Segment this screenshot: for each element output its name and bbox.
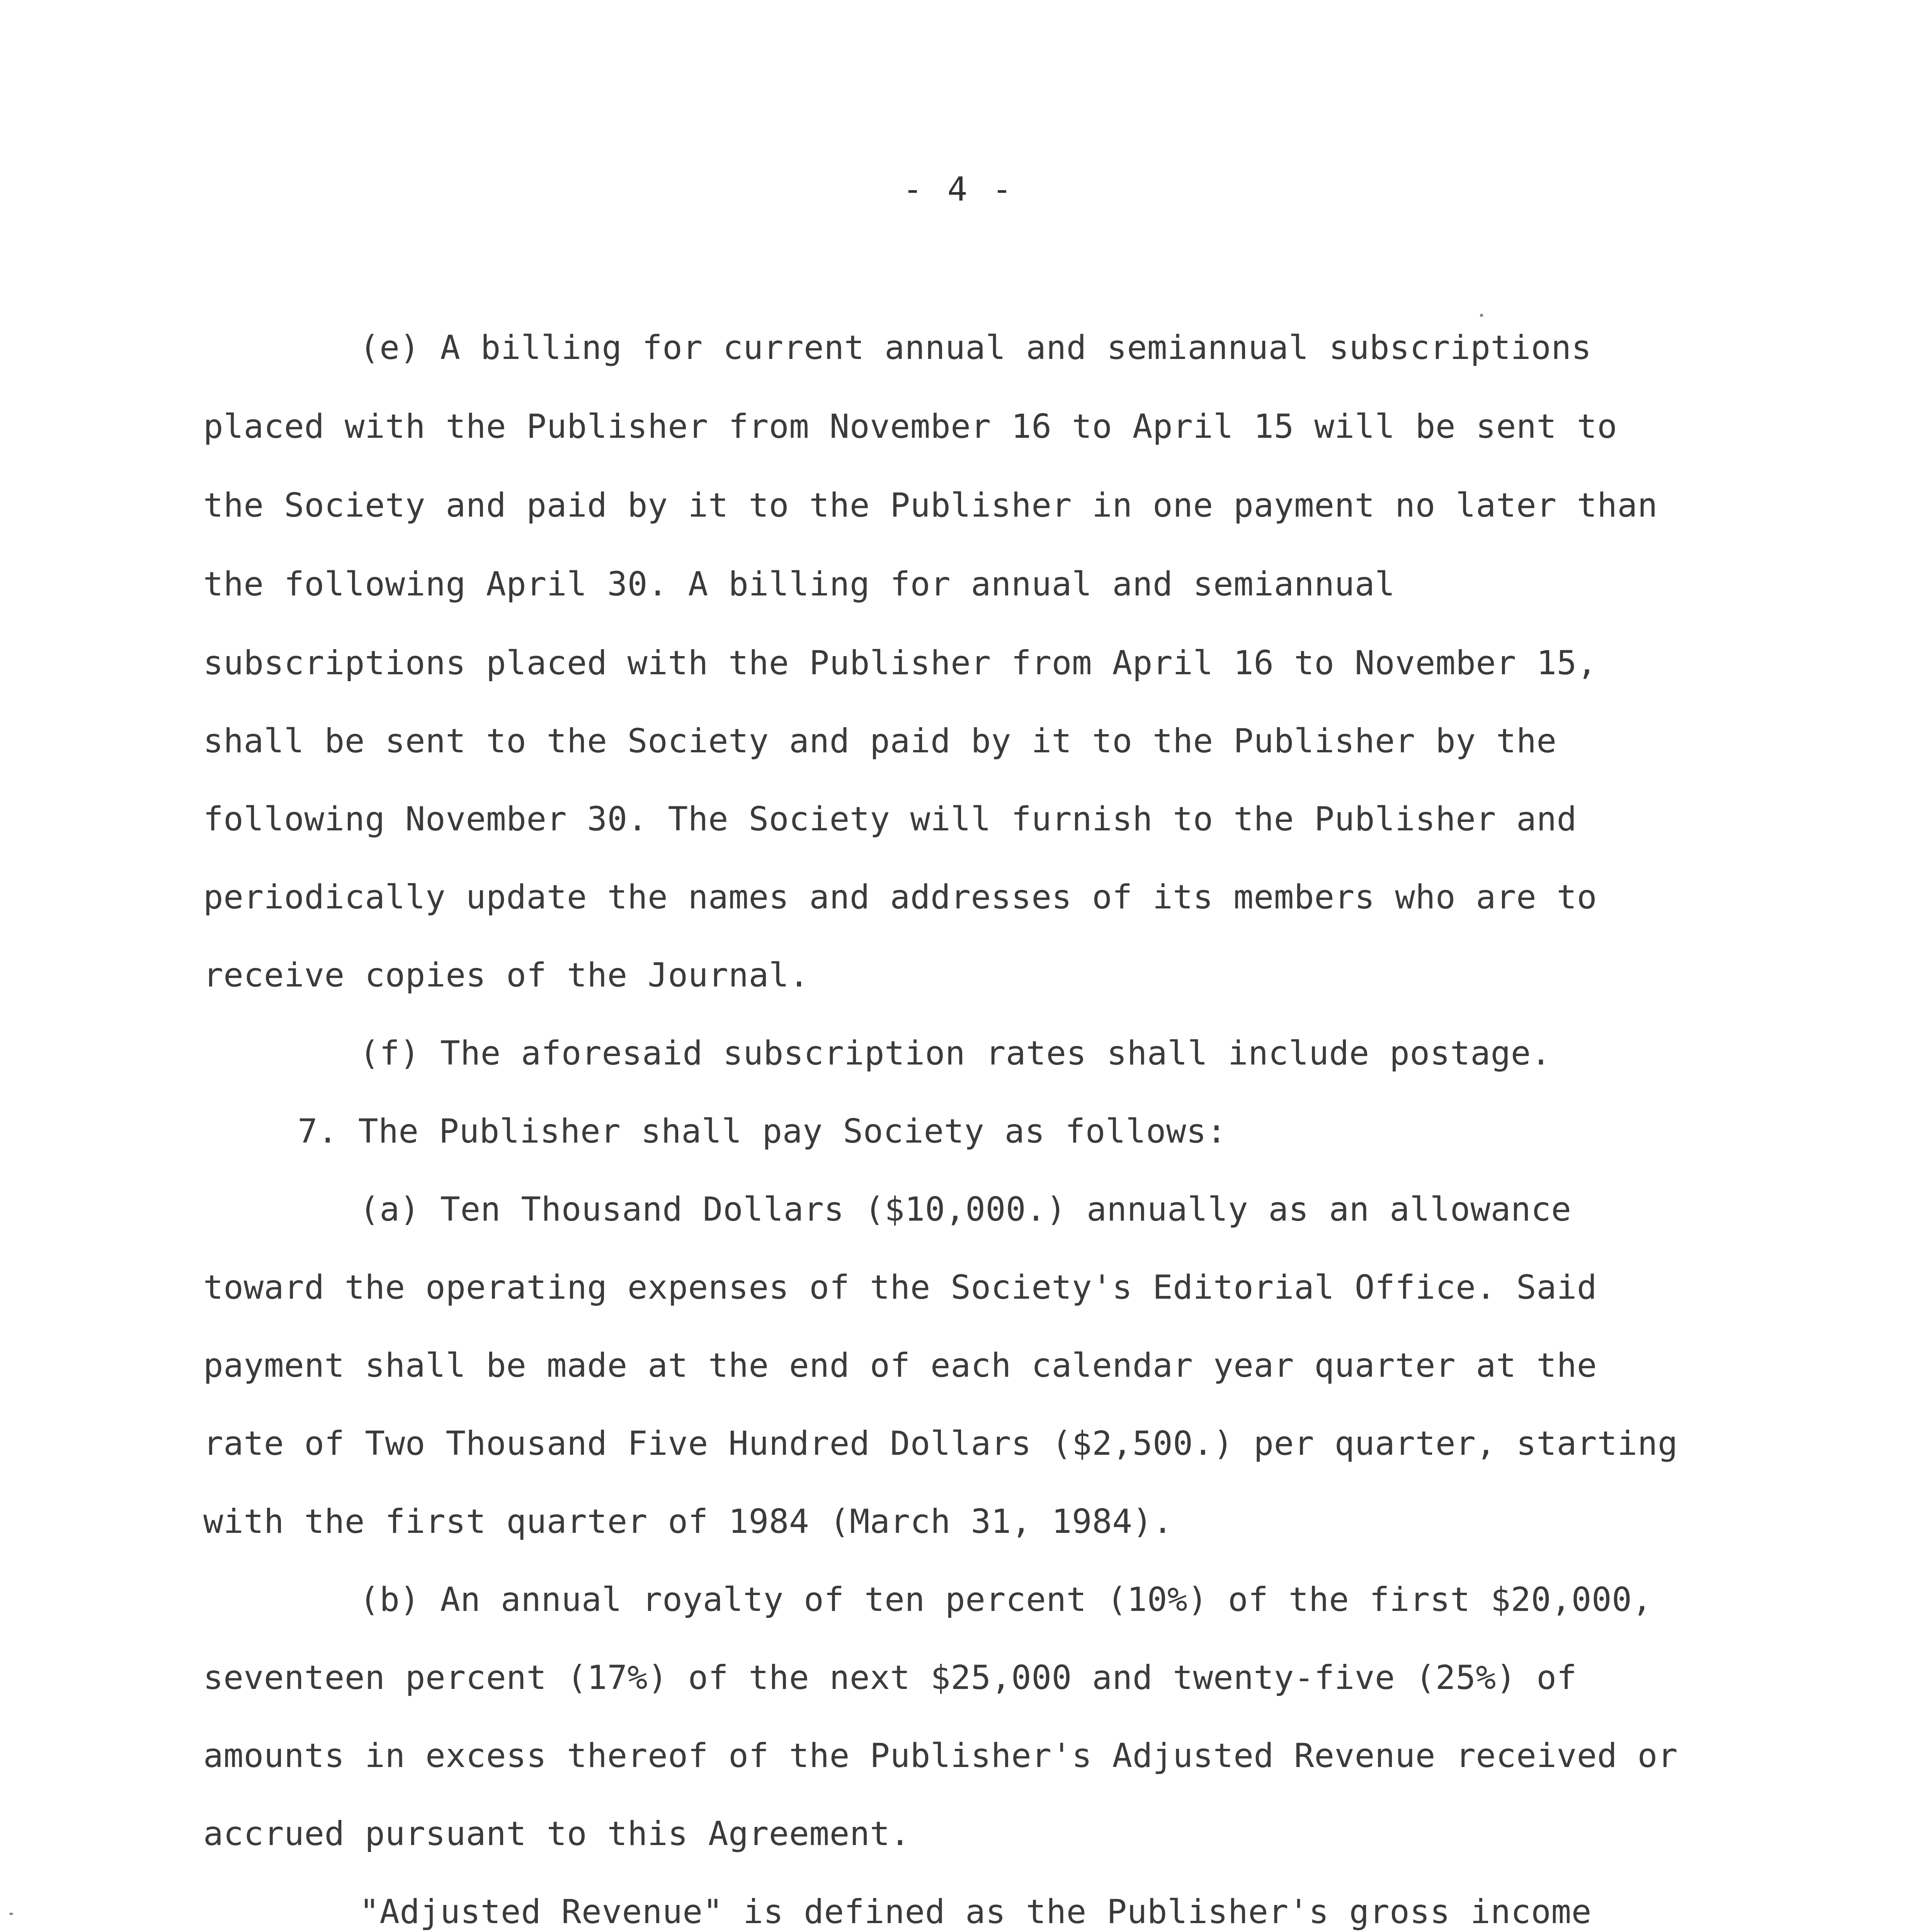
text-line: 7. The Publisher shall pay Society as follows: xyxy=(298,1112,1227,1151)
text-line: following November 30. The Society will furnish to the Publisher and xyxy=(203,800,1577,838)
text-line: subscriptions placed with the Publisher from April 16 to November 15, xyxy=(203,644,1597,682)
text-line: toward the operating expenses of the Society's Editorial Office. Said xyxy=(203,1268,1597,1307)
text-line: (f) The aforesaid subscription rates shall include postage. xyxy=(359,1034,1551,1073)
text-line: payment shall be made at the end of each calendar year quarter at the xyxy=(203,1346,1597,1385)
text-line: seventeen percent (17%) of the next $25,000 and twenty-five (25%) of xyxy=(203,1658,1577,1697)
text-line: rate of Two Thousand Five Hundred Dollars ($2,500.) per quarter, starting xyxy=(203,1424,1678,1463)
text-line: (e) A billing for current annual and semiannual subscriptions xyxy=(359,328,1592,367)
text-line: the following April 30. A billing for annual and semiannual xyxy=(203,565,1395,604)
text-line: receive copies of the Journal. xyxy=(203,956,810,995)
text-line: the Society and paid by it to the Publisher in one payment no later than xyxy=(203,486,1658,525)
text-line: placed with the Publisher from November 16 to April 15 will be sent to xyxy=(203,407,1618,446)
text-line: (a) Ten Thousand Dollars ($10,000.) annually as an allowance xyxy=(359,1190,1572,1229)
text-line: periodically update the names and addresses of its members who are to xyxy=(203,878,1597,917)
page-number: - 4 - xyxy=(903,170,1014,209)
text-line: amounts in excess thereof of the Publisher's Adjusted Revenue received or xyxy=(203,1736,1678,1775)
scan-speck xyxy=(1480,314,1483,317)
text-line: with the first quarter of 1984 (March 31, 1984). xyxy=(203,1502,1173,1541)
text-line: shall be sent to the Society and paid by it to the Publisher by the xyxy=(203,722,1557,760)
text-line: "Adjusted Revenue" is defined as the Publisher's gross income xyxy=(359,1893,1592,1931)
text-line: (b) An annual royalty of ten percent (10%) of the first $20,000, xyxy=(359,1580,1652,1619)
scan-speck xyxy=(9,1913,13,1915)
text-line: accrued pursuant to this Agreement. xyxy=(203,1815,910,1853)
